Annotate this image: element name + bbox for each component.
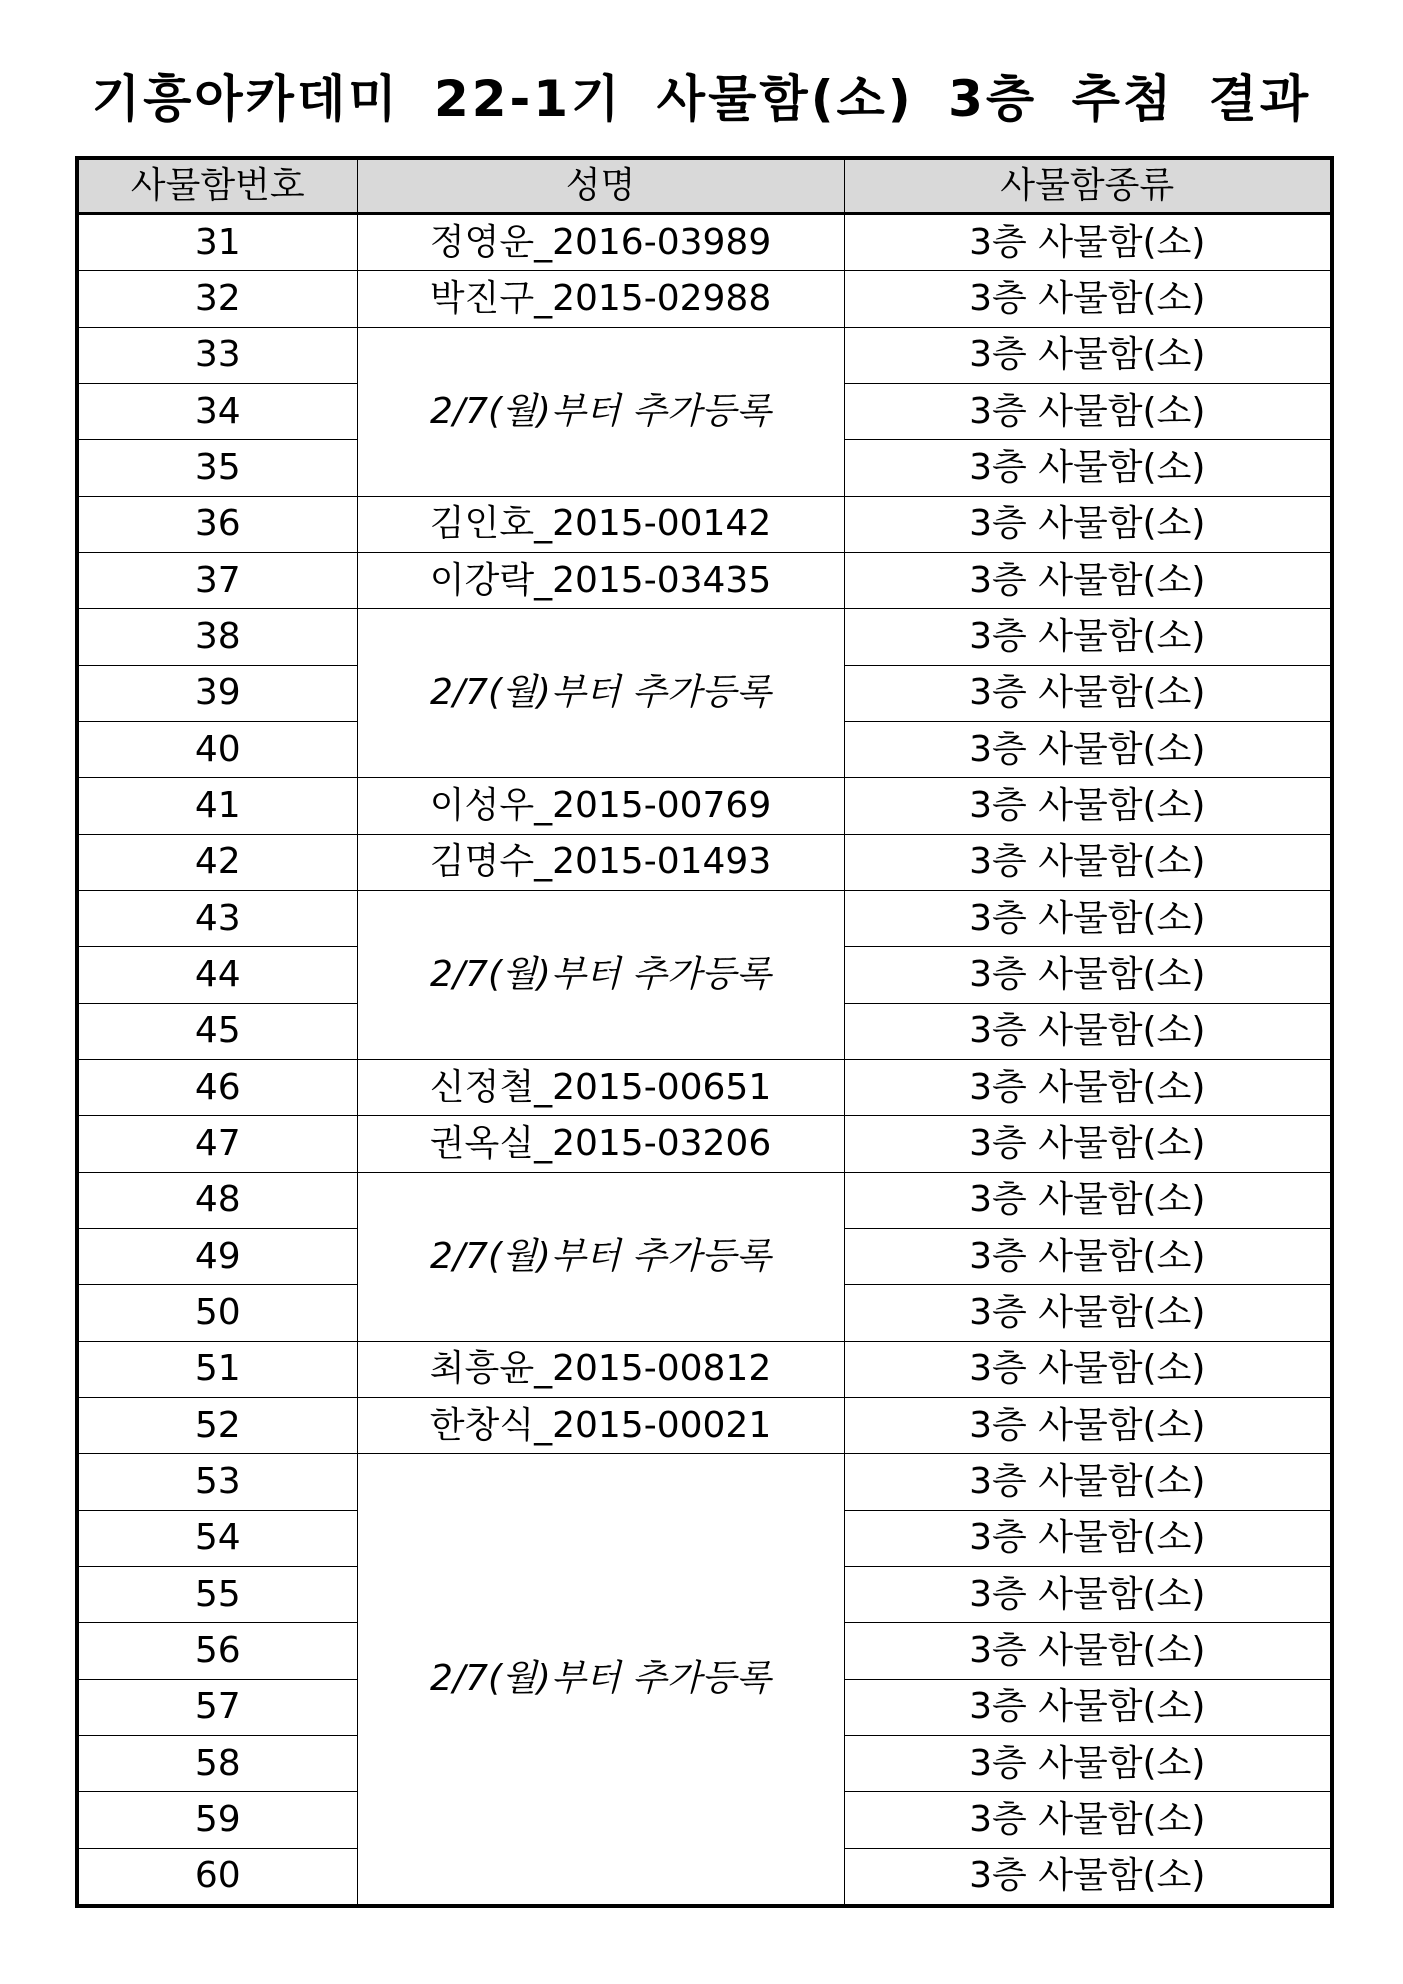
locker-type-cell: 3층 사물함(소) [844, 721, 1332, 777]
locker-type-cell: 3층 사물함(소) [844, 947, 1332, 1003]
locker-type-cell: 3층 사물함(소) [844, 1454, 1332, 1510]
locker-type-cell: 3층 사물함(소) [844, 890, 1332, 946]
name-cell: 박진구_2015-02988 [357, 271, 844, 327]
locker-number-cell: 49 [77, 1228, 357, 1284]
locker-type-cell: 3층 사물함(소) [844, 1285, 1332, 1341]
locker-number-cell: 37 [77, 552, 357, 608]
locker-number-cell: 52 [77, 1397, 357, 1453]
document-title: 기흥아카데미 22-1기 사물함(소) 3층 추첨 결과 [91, 70, 1312, 128]
locker-type-cell: 3층 사물함(소) [844, 834, 1332, 890]
locker-type-cell: 3층 사물함(소) [844, 1003, 1332, 1059]
table-row [77, 552, 1332, 608]
locker-type-cell: 3층 사물함(소) [844, 1566, 1332, 1622]
locker-number-cell: 42 [77, 834, 357, 890]
locker-number-cell: 54 [77, 1510, 357, 1566]
locker-type-cell: 3층 사물함(소) [844, 778, 1332, 834]
locker-number-cell: 53 [77, 1454, 357, 1510]
locker-type-cell: 3층 사물함(소) [844, 1848, 1332, 1906]
locker-number-cell: 38 [77, 609, 357, 665]
locker-number-cell: 59 [77, 1792, 357, 1848]
locker-number-cell: 47 [77, 1116, 357, 1172]
header-locker-type: 사물함종류 [844, 158, 1332, 214]
header-locker-number: 사물함번호 [77, 158, 357, 214]
name-cell: 이강락_2015-03435 [357, 552, 844, 608]
name-cell: 권옥실_2015-03206 [357, 1116, 844, 1172]
locker-number-cell: 51 [77, 1341, 357, 1397]
locker-type-cell: 3층 사물함(소) [844, 214, 1332, 271]
locker-result-table [75, 156, 1334, 1908]
locker-number-cell: 32 [77, 271, 357, 327]
locker-number-cell: 60 [77, 1848, 357, 1906]
locker-number-cell: 40 [77, 721, 357, 777]
locker-type-cell: 3층 사물함(소) [844, 1397, 1332, 1453]
table-row [77, 778, 1332, 834]
locker-type-cell: 3층 사물함(소) [844, 496, 1332, 552]
locker-type-cell: 3층 사물함(소) [844, 1059, 1332, 1115]
table-row [77, 1116, 1332, 1172]
name-cell: 정영운_2016-03989 [357, 214, 844, 271]
table-row [77, 890, 1332, 946]
table-row [77, 1059, 1332, 1115]
locker-type-cell: 3층 사물함(소) [844, 1510, 1332, 1566]
locker-number-cell: 55 [77, 1566, 357, 1622]
table-row [77, 1454, 1332, 1510]
table-row [77, 1341, 1332, 1397]
locker-type-cell: 3층 사물함(소) [844, 1623, 1332, 1679]
locker-type-cell: 3층 사물함(소) [844, 1116, 1332, 1172]
additional-registration-note: 2/7(월)부터 추가등록 [357, 609, 844, 778]
locker-number-cell: 34 [77, 383, 357, 439]
additional-registration-note: 2/7(월)부터 추가등록 [357, 1454, 844, 1906]
header-name: 성명 [357, 158, 844, 214]
locker-number-cell: 48 [77, 1172, 357, 1228]
table-body [77, 214, 1332, 1907]
table-row [77, 496, 1332, 552]
table-row [77, 1172, 1332, 1228]
name-cell: 김명수_2015-01493 [357, 834, 844, 890]
additional-registration-note: 2/7(월)부터 추가등록 [357, 327, 844, 496]
locker-number-cell: 35 [77, 440, 357, 496]
locker-type-cell: 3층 사물함(소) [844, 1792, 1332, 1848]
locker-number-cell: 39 [77, 665, 357, 721]
locker-number-cell: 46 [77, 1059, 357, 1115]
locker-type-cell: 3층 사물함(소) [844, 1228, 1332, 1284]
locker-type-cell: 3층 사물함(소) [844, 327, 1332, 383]
locker-type-cell: 3층 사물함(소) [844, 1679, 1332, 1735]
table-row [77, 271, 1332, 327]
locker-number-cell: 50 [77, 1285, 357, 1341]
locker-number-cell: 43 [77, 890, 357, 946]
name-cell: 최흥윤_2015-00812 [357, 1341, 844, 1397]
locker-number-cell: 31 [77, 214, 357, 271]
name-cell: 김인호_2015-00142 [357, 496, 844, 552]
locker-type-cell: 3층 사물함(소) [844, 271, 1332, 327]
locker-type-cell: 3층 사물함(소) [844, 665, 1332, 721]
locker-number-cell: 45 [77, 1003, 357, 1059]
table-row [77, 834, 1332, 890]
locker-type-cell: 3층 사물함(소) [844, 552, 1332, 608]
locker-number-cell: 36 [77, 496, 357, 552]
additional-registration-note: 2/7(월)부터 추가등록 [357, 890, 844, 1059]
locker-type-cell: 3층 사물함(소) [844, 383, 1332, 439]
locker-number-cell: 33 [77, 327, 357, 383]
locker-number-cell: 41 [77, 778, 357, 834]
locker-number-cell: 56 [77, 1623, 357, 1679]
locker-type-cell: 3층 사물함(소) [844, 440, 1332, 496]
locker-type-cell: 3층 사물함(소) [844, 609, 1332, 665]
locker-number-cell: 44 [77, 947, 357, 1003]
table-header-row [77, 158, 1332, 214]
additional-registration-note: 2/7(월)부터 추가등록 [357, 1172, 844, 1341]
name-cell: 신정철_2015-00651 [357, 1059, 844, 1115]
locker-type-cell: 3층 사물함(소) [844, 1172, 1332, 1228]
name-cell: 한창식_2015-00021 [357, 1397, 844, 1453]
table-row [77, 214, 1332, 271]
locker-number-cell: 58 [77, 1735, 357, 1791]
locker-type-cell: 3층 사물함(소) [844, 1341, 1332, 1397]
locker-number-cell: 57 [77, 1679, 357, 1735]
table-row [77, 327, 1332, 383]
table-row [77, 1397, 1332, 1453]
table-row [77, 609, 1332, 665]
locker-type-cell: 3층 사물함(소) [844, 1735, 1332, 1791]
name-cell: 이성우_2015-00769 [357, 778, 844, 834]
